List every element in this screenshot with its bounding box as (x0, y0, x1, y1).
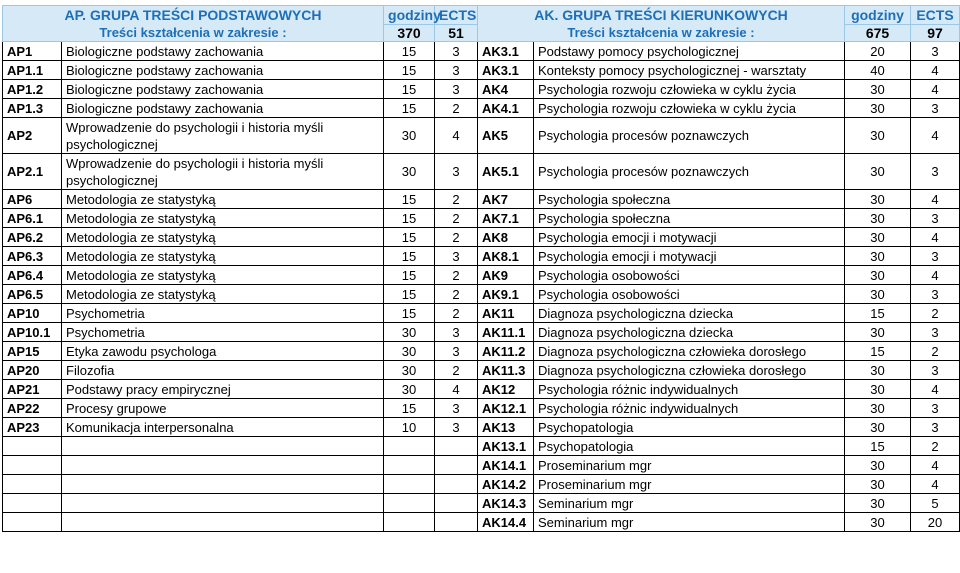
right-subject: Diagnoza psychologiczna człowieka dorosłego (534, 342, 845, 361)
left-subject: Komunikacja interpersonalna (62, 418, 384, 437)
right-ects: 4 (911, 80, 960, 99)
left-subject: Metodologia ze statystyką (62, 285, 384, 304)
right-hours: 30 (845, 361, 911, 380)
left-hours (384, 513, 435, 532)
right-ects: 3 (911, 418, 960, 437)
table-row (3, 61, 960, 80)
right-ects: 20 (911, 513, 960, 532)
left-subject: Podstawy pracy empirycznej (62, 380, 384, 399)
right-hours: 30 (845, 228, 911, 247)
left-group-header (3, 6, 384, 42)
left-subject (62, 456, 384, 475)
left-hours: 30 (384, 342, 435, 361)
left-code: AP23 (3, 418, 62, 437)
right-hours: 30 (845, 266, 911, 285)
right-code: AK11.2 (478, 342, 534, 361)
right-subject: Psychologia społeczna (534, 209, 845, 228)
left-hours: 30 (384, 361, 435, 380)
left-ects: 4 (435, 380, 478, 399)
right-ects: 2 (911, 304, 960, 323)
left-hours (384, 475, 435, 494)
right-code: AK11.3 (478, 361, 534, 380)
left-subject (62, 437, 384, 456)
right-code: AK13.1 (478, 437, 534, 456)
right-subject: Psychologia rozwoju człowieka w cyklu życia (534, 80, 845, 99)
right-hours: 30 (845, 80, 911, 99)
left-hours: 30 (384, 380, 435, 399)
right-ects: 2 (911, 342, 960, 361)
table-row (3, 513, 960, 532)
left-ects: 3 (435, 80, 478, 99)
left-subject (62, 513, 384, 532)
right-subject: Psychopatologia (534, 437, 845, 456)
right-subject: Psychologia różnic indywidualnych (534, 380, 845, 399)
right-code: AK11 (478, 304, 534, 323)
left-hours: 15 (384, 190, 435, 209)
right-hours: 30 (845, 247, 911, 266)
left-hours: 15 (384, 61, 435, 80)
right-total-hours: 675 (845, 25, 911, 42)
right-ects: 3 (911, 154, 960, 190)
left-ects: 3 (435, 247, 478, 266)
left-subject (62, 475, 384, 494)
right-ects: 3 (911, 42, 960, 61)
left-code: AP20 (3, 361, 62, 380)
right-code: AK7.1 (478, 209, 534, 228)
table-row (3, 209, 960, 228)
left-subject: Psychometria (62, 323, 384, 342)
right-hours: 30 (845, 494, 911, 513)
left-code: AP15 (3, 342, 62, 361)
table-row (3, 99, 960, 118)
left-subject: Etyka zawodu psychologa (62, 342, 384, 361)
left-subject (62, 494, 384, 513)
right-group-subtitle: Treści kształcenia w zakresie : (567, 24, 755, 40)
right-hours: 30 (845, 418, 911, 437)
right-hours: 30 (845, 154, 911, 190)
left-hours: 15 (384, 304, 435, 323)
table-row (3, 304, 960, 323)
left-ects: 3 (435, 61, 478, 80)
table-row (3, 380, 960, 399)
right-ects: 4 (911, 380, 960, 399)
right-code: AK5 (478, 118, 534, 154)
left-ects: 2 (435, 190, 478, 209)
left-code: AP6.1 (3, 209, 62, 228)
left-code: AP6.3 (3, 247, 62, 266)
table-row (3, 80, 960, 99)
right-hours: 15 (845, 437, 911, 456)
table-row (3, 494, 960, 513)
right-hours: 30 (845, 475, 911, 494)
right-ects: 4 (911, 456, 960, 475)
left-hours-label: godziny (384, 6, 435, 25)
left-code (3, 437, 62, 456)
right-code: AK3.1 (478, 61, 534, 80)
right-code: AK4 (478, 80, 534, 99)
table-row (3, 42, 960, 61)
left-ects: 3 (435, 399, 478, 418)
left-hours: 15 (384, 285, 435, 304)
right-code: AK11.1 (478, 323, 534, 342)
left-ects: 2 (435, 99, 478, 118)
right-group-header (478, 6, 845, 42)
right-ects: 3 (911, 399, 960, 418)
table-row (3, 266, 960, 285)
table-row (3, 118, 960, 154)
left-ects (435, 513, 478, 532)
left-hours: 15 (384, 99, 435, 118)
left-ects: 3 (435, 154, 478, 190)
left-ects: 3 (435, 342, 478, 361)
left-code: AP1.3 (3, 99, 62, 118)
left-hours: 30 (384, 118, 435, 154)
right-subject: Psychologia emocji i motywacji (534, 247, 845, 266)
left-code: AP6.5 (3, 285, 62, 304)
left-ects: 3 (435, 418, 478, 437)
left-hours: 15 (384, 80, 435, 99)
left-hours: 15 (384, 247, 435, 266)
right-subject: Diagnoza psychologiczna dziecka (534, 323, 845, 342)
left-hours: 15 (384, 228, 435, 247)
left-hours: 15 (384, 42, 435, 61)
right-subject: Seminarium mgr (534, 513, 845, 532)
left-code: AP6.2 (3, 228, 62, 247)
left-code: AP6.4 (3, 266, 62, 285)
right-subject: Diagnoza psychologiczna człowieka dorosłego (534, 361, 845, 380)
right-hours: 30 (845, 399, 911, 418)
right-ects: 2 (911, 437, 960, 456)
right-subject: Psychologia procesów poznawczych (534, 118, 845, 154)
right-subject: Seminarium mgr (534, 494, 845, 513)
right-code: AK3.1 (478, 42, 534, 61)
right-ects: 4 (911, 475, 960, 494)
table-row (3, 154, 960, 190)
left-subject: Wprowadzenie do psychologii i historia myśli psychologicznej (62, 154, 384, 190)
right-hours: 30 (845, 513, 911, 532)
right-hours: 30 (845, 456, 911, 475)
left-subject: Biologiczne podstawy zachowania (62, 61, 384, 80)
curriculum-table (2, 5, 960, 532)
left-total-ects: 51 (435, 25, 478, 42)
right-total-ects: 97 (911, 25, 960, 42)
left-code (3, 494, 62, 513)
table-row (3, 399, 960, 418)
left-hours: 30 (384, 323, 435, 342)
right-code: AK14.4 (478, 513, 534, 532)
left-subject: Metodologia ze statystyką (62, 266, 384, 285)
right-ects: 3 (911, 285, 960, 304)
right-hours: 15 (845, 304, 911, 323)
table-row (3, 285, 960, 304)
right-subject: Psychologia rozwoju człowieka w cyklu życia (534, 99, 845, 118)
right-subject: Psychologia osobowości (534, 266, 845, 285)
left-ects: 2 (435, 304, 478, 323)
left-subject: Metodologia ze statystyką (62, 247, 384, 266)
left-code: AP6 (3, 190, 62, 209)
left-code: AP2 (3, 118, 62, 154)
table-row (3, 418, 960, 437)
left-ects: 2 (435, 209, 478, 228)
left-subject: Procesy grupowe (62, 399, 384, 418)
left-ects: 3 (435, 42, 478, 61)
left-total-hours: 370 (384, 25, 435, 42)
right-ects: 3 (911, 209, 960, 228)
left-subject: Biologiczne podstawy zachowania (62, 99, 384, 118)
table-row (3, 437, 960, 456)
right-subject: Psychologia różnic indywidualnych (534, 399, 845, 418)
left-group-subtitle: Treści kształcenia w zakresie : (99, 24, 287, 40)
right-hours: 30 (845, 118, 911, 154)
left-hours: 10 (384, 418, 435, 437)
left-code: AP22 (3, 399, 62, 418)
table-row (3, 190, 960, 209)
table-row (3, 247, 960, 266)
right-code: AK14.3 (478, 494, 534, 513)
right-subject: Proseminarium mgr (534, 475, 845, 494)
right-hours: 30 (845, 99, 911, 118)
left-ects (435, 437, 478, 456)
left-subject: Metodologia ze statystyką (62, 190, 384, 209)
right-code: AK13 (478, 418, 534, 437)
table-row (3, 456, 960, 475)
left-ects: 2 (435, 266, 478, 285)
right-group-title: AK. GRUPA TREŚCI KIERUNKOWYCH (534, 6, 788, 23)
right-subject: Psychopatologia (534, 418, 845, 437)
right-subject: Psychologia osobowości (534, 285, 845, 304)
left-ects-label: ECTS (435, 6, 478, 25)
left-ects (435, 456, 478, 475)
right-subject: Psychologia społeczna (534, 190, 845, 209)
right-code: AK5.1 (478, 154, 534, 190)
left-subject: Biologiczne podstawy zachowania (62, 80, 384, 99)
left-hours: 15 (384, 266, 435, 285)
left-subject: Biologiczne podstawy zachowania (62, 42, 384, 61)
left-code: AP2.1 (3, 154, 62, 190)
right-subject: Podstawy pomocy psychologicznej (534, 42, 845, 61)
right-ects: 4 (911, 266, 960, 285)
left-subject: Filozofia (62, 361, 384, 380)
right-hours: 30 (845, 209, 911, 228)
right-code: AK9 (478, 266, 534, 285)
right-code: AK7 (478, 190, 534, 209)
right-code: AK14.1 (478, 456, 534, 475)
table-row (3, 475, 960, 494)
left-hours (384, 456, 435, 475)
right-hours: 15 (845, 342, 911, 361)
right-hours: 30 (845, 323, 911, 342)
left-hours (384, 437, 435, 456)
left-hours: 15 (384, 399, 435, 418)
table-row (3, 342, 960, 361)
right-ects: 4 (911, 190, 960, 209)
left-hours (384, 494, 435, 513)
right-subject: Psychologia emocji i motywacji (534, 228, 845, 247)
right-ects: 4 (911, 228, 960, 247)
left-code (3, 513, 62, 532)
right-code: AK12 (478, 380, 534, 399)
right-hours: 20 (845, 42, 911, 61)
right-hours: 30 (845, 190, 911, 209)
right-code: AK14.2 (478, 475, 534, 494)
right-ects-label: ECTS (911, 6, 960, 25)
right-code: AK8 (478, 228, 534, 247)
right-subject: Proseminarium mgr (534, 456, 845, 475)
right-hours-label: godziny (845, 6, 911, 25)
right-code: AK12.1 (478, 399, 534, 418)
left-code: AP1.2 (3, 80, 62, 99)
left-ects: 2 (435, 361, 478, 380)
left-ects: 3 (435, 323, 478, 342)
header-row (3, 6, 960, 25)
left-subject: Psychometria (62, 304, 384, 323)
right-hours: 30 (845, 380, 911, 399)
left-hours: 15 (384, 209, 435, 228)
right-code: AK4.1 (478, 99, 534, 118)
left-subject: Metodologia ze statystyką (62, 209, 384, 228)
left-code: AP10.1 (3, 323, 62, 342)
left-ects (435, 494, 478, 513)
left-code: AP1.1 (3, 61, 62, 80)
right-subject: Diagnoza psychologiczna dziecka (534, 304, 845, 323)
right-ects: 5 (911, 494, 960, 513)
left-group-title: AP. GRUPA TREŚCI PODSTAWOWYCH (64, 6, 322, 23)
left-ects: 4 (435, 118, 478, 154)
right-subject: Psychologia procesów poznawczych (534, 154, 845, 190)
left-code (3, 475, 62, 494)
left-code: AP10 (3, 304, 62, 323)
right-hours: 30 (845, 285, 911, 304)
left-code: AP21 (3, 380, 62, 399)
right-ects: 3 (911, 361, 960, 380)
left-ects (435, 475, 478, 494)
left-code (3, 456, 62, 475)
table-row (3, 361, 960, 380)
right-ects: 3 (911, 323, 960, 342)
right-ects: 4 (911, 61, 960, 80)
left-subject: Metodologia ze statystyką (62, 228, 384, 247)
left-subject: Wprowadzenie do psychologii i historia myśli psychologicznej (62, 118, 384, 154)
right-subject: Konteksty pomocy psychologicznej - warsztaty (534, 61, 845, 80)
left-hours: 30 (384, 154, 435, 190)
right-code: AK8.1 (478, 247, 534, 266)
left-code: AP1 (3, 42, 62, 61)
table-row (3, 323, 960, 342)
right-ects: 3 (911, 247, 960, 266)
table-row (3, 228, 960, 247)
right-hours: 40 (845, 61, 911, 80)
right-code: AK9.1 (478, 285, 534, 304)
left-ects: 2 (435, 228, 478, 247)
left-ects: 2 (435, 285, 478, 304)
right-ects: 3 (911, 99, 960, 118)
right-ects: 4 (911, 118, 960, 154)
